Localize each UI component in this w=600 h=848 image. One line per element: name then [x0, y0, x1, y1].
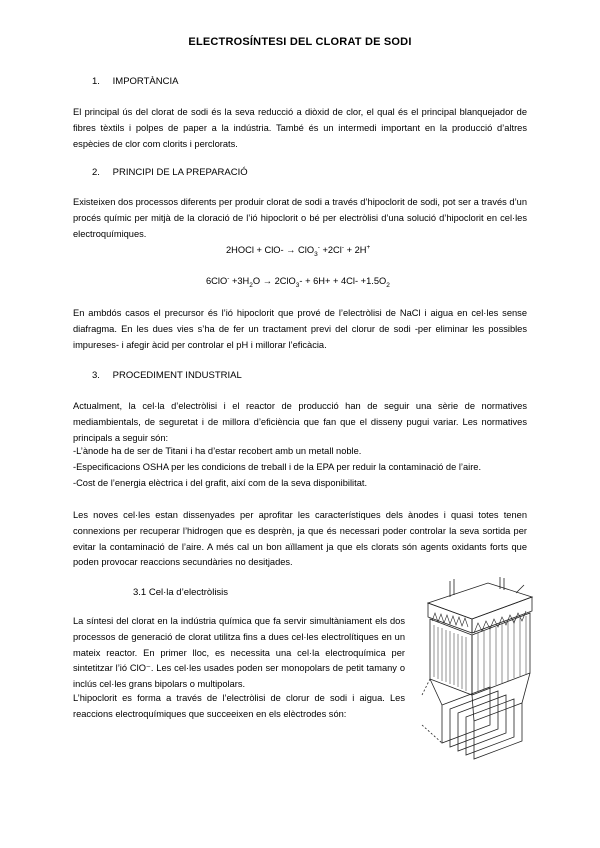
eq2-part-d: - + 6H+ + 4Cl- +1.5O: [299, 276, 387, 287]
list-item: -Especificacions OSHA per les condicions de treball i de la EPA per reduir la contaminació de l’aire.: [73, 462, 482, 472]
section-heading-procediment: [92, 370, 242, 381]
eq2-sup-a: -: [227, 275, 230, 282]
eq2-sub-c: 3: [295, 281, 300, 289]
paragraph-procediment-intro: Actualment, la cel·la d’electròlisi i el reactor de producció han de seguir una sèrie de normatives mediambientals, de seguretat i de millora d’eficiència que fan que el disseny pugui variar. Les normatives principals a seguir són:: [73, 401, 527, 443]
section-number: 1.: [92, 76, 100, 87]
list-item: -Cost de l’energia elèctrica i del grafit, així com de la seva disponibilitat.: [73, 478, 368, 488]
section-title: PRINCIPI DE LA PREPARACIÓ: [112, 167, 248, 178]
eq2-part-a: 6ClO: [206, 276, 228, 287]
equation-2: [206, 275, 390, 289]
document-title: ELECTROSÍNTESI DEL CLORAT DE SODI: [188, 36, 412, 48]
section-number: 3.: [92, 370, 100, 381]
subsection-title: 3.1 Cel·la d’electròlisis: [133, 587, 229, 598]
eq1-part-a: 2HOCl + ClO- → ClO: [226, 245, 315, 256]
eq2-sub-b: 2: [249, 281, 253, 289]
section-heading-principi: [92, 167, 248, 178]
paragraph-cella-1: La síntesi del clorat en la indústria química que fa servir simultàniament els dos processos de generació de clorat utilitza fins a dues cel·les electrolítiques en un mateix reactor. En primer lloc, es necessita una cel·la electroquímica per sintetitzar l’ió ClO⁻. Les cel·les usades poden ser monopolars de petit tamany o inclús cel·les grans bipolars o multipolars.: [73, 616, 405, 690]
section-heading-importancia: [92, 76, 178, 87]
list-item: -L’ànode ha de ser de Titani i ha d’estar recobert amb un metall noble.: [73, 446, 362, 456]
eq1-sub-a: 3: [314, 250, 318, 258]
paragraph-cella-2: L’hipoclorit es forma a través de l’electròlisi de clorur de sodi i aigua. Les reaccions electroquímiques que succeeixen en els elèctrodes són:: [73, 693, 405, 719]
section-title: PROCEDIMENT INDUSTRIAL: [112, 370, 242, 381]
equation-1: [226, 244, 370, 258]
eq1-sup-a: -: [317, 244, 320, 251]
paragraph-principi-1: Existeixen dos processos diferents per produir clorat de sodi a través d’hipoclorit de sodi, pot ser a través d’un procés químic per mitjà de la cloració de l’ió hipoclorit o bé per electròlisi d’una solució d’hipoclorit en cel·les electroquímiques.: [73, 197, 527, 239]
eq2-part-c: O → 2ClO: [252, 276, 296, 287]
section-number: 2.: [92, 167, 100, 178]
eq1-sup-c: +: [366, 244, 371, 251]
eq2-part-b: +3H: [229, 276, 250, 287]
paragraph-importancia: El principal ús del clorat de sodi és la seva reducció a diòxid de clor, el qual és el principal blanquejador de fibres tèxtils i polpes de paper a la indústria. També és un intermedi important en la producció d’altres espècies de clor com clorits i perclorats.: [73, 107, 527, 149]
paragraph-procediment-2: Les noves cel·les estan dissenyades per aprofitar les característiques dels ànodes i quasi totes tenen connexions per recuperar l’hidrogen que es desprèn, ja que és necessari poder controlar la seva sortida per evitar la contaminació de l’aire. A més cal un bon aïllament ja que els clorats són agents oxidants forts que poden provocar reaccions secundàries no desitjades.: [73, 510, 527, 568]
eq1-part-b: +2Cl: [319, 245, 342, 256]
eq1-sup-b: -: [341, 244, 345, 251]
eq1-part-c: + 2H: [344, 245, 367, 256]
eq2-sub-d: 2: [386, 281, 390, 289]
section-title: IMPORTÀNCIA: [112, 76, 179, 87]
paragraph-principi-2: En ambdós casos el precursor és l’ió hipoclorit que prové de l’electròlisi de NaCl i aigua en cel·les sense diafragma. En les dues vies s’ha de fer un tractament previ del clorur de sodi -per eliminar les possibles impureses- i afegir àcid per controlar el pH i millorar l’eficàcia.: [73, 308, 527, 350]
electrolysis-cell-illustration-icon: [420, 575, 540, 765]
